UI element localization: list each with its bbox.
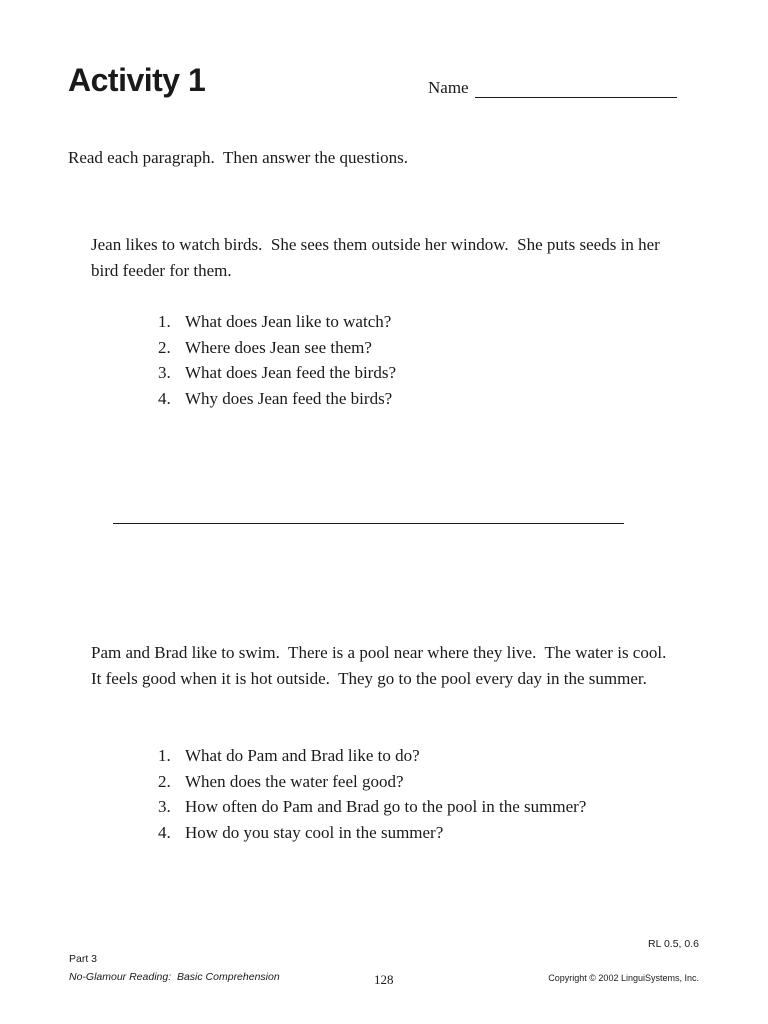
question-text: Why does Jean feed the birds? bbox=[185, 388, 393, 408]
question-text: When does the water feel good? bbox=[185, 771, 404, 791]
question-item bbox=[158, 335, 396, 361]
question-text: Where does Jean see them? bbox=[185, 337, 372, 357]
question-item bbox=[158, 360, 396, 386]
name-field bbox=[428, 78, 677, 98]
page-number: 128 bbox=[374, 972, 394, 987]
question-text: What does Jean like to watch? bbox=[185, 312, 392, 331]
question-item bbox=[158, 386, 396, 412]
question-number: 1. bbox=[158, 312, 171, 331]
question-text: How do you stay cool in the summer? bbox=[185, 822, 444, 842]
question-text: How often do Pam and Brad go to the pool in the summer? bbox=[185, 797, 587, 816]
question-item bbox=[158, 743, 586, 769]
question-number: 4. bbox=[158, 388, 171, 408]
name-label: Name bbox=[428, 78, 469, 97]
question-number: 2. bbox=[158, 337, 171, 357]
question-item bbox=[158, 794, 586, 820]
question-item bbox=[158, 309, 396, 335]
footer-book-title: No-Glamour Reading: Basic Comprehension bbox=[69, 971, 280, 983]
paragraph-2: Pam and Brad like to swim. There is a pool near where they live. The water is cool. It feels good when it is hot outside. They go to the pool every day in the summer. bbox=[91, 643, 675, 688]
question-list-1 bbox=[158, 309, 396, 411]
question-number: 3. bbox=[158, 363, 171, 382]
question-number: 4. bbox=[158, 822, 171, 842]
question-number: 2. bbox=[158, 771, 171, 791]
question-number: 3. bbox=[158, 797, 171, 816]
paragraph-1: Jean likes to watch birds. She sees them outside her window. She puts seeds in her bird feeder for them. bbox=[91, 235, 665, 280]
footer-copyright: Copyright © 2002 LinguiSystems, Inc. bbox=[548, 973, 699, 983]
question-item bbox=[158, 769, 586, 795]
standards-code: RL 0.5, 0.6 bbox=[648, 938, 699, 950]
page-title: Activity 1 bbox=[68, 62, 206, 98]
question-text: What does Jean feed the birds? bbox=[185, 363, 396, 382]
name-blank-line[interactable] bbox=[475, 83, 677, 98]
question-number: 1. bbox=[158, 746, 171, 765]
section-divider bbox=[113, 523, 624, 524]
question-item bbox=[158, 820, 586, 846]
instructions: Read each paragraph. Then answer the questions. bbox=[68, 148, 409, 167]
question-text: What do Pam and Brad like to do? bbox=[185, 746, 420, 765]
footer-part: Part 3 bbox=[69, 953, 98, 965]
question-list-2 bbox=[158, 743, 586, 845]
